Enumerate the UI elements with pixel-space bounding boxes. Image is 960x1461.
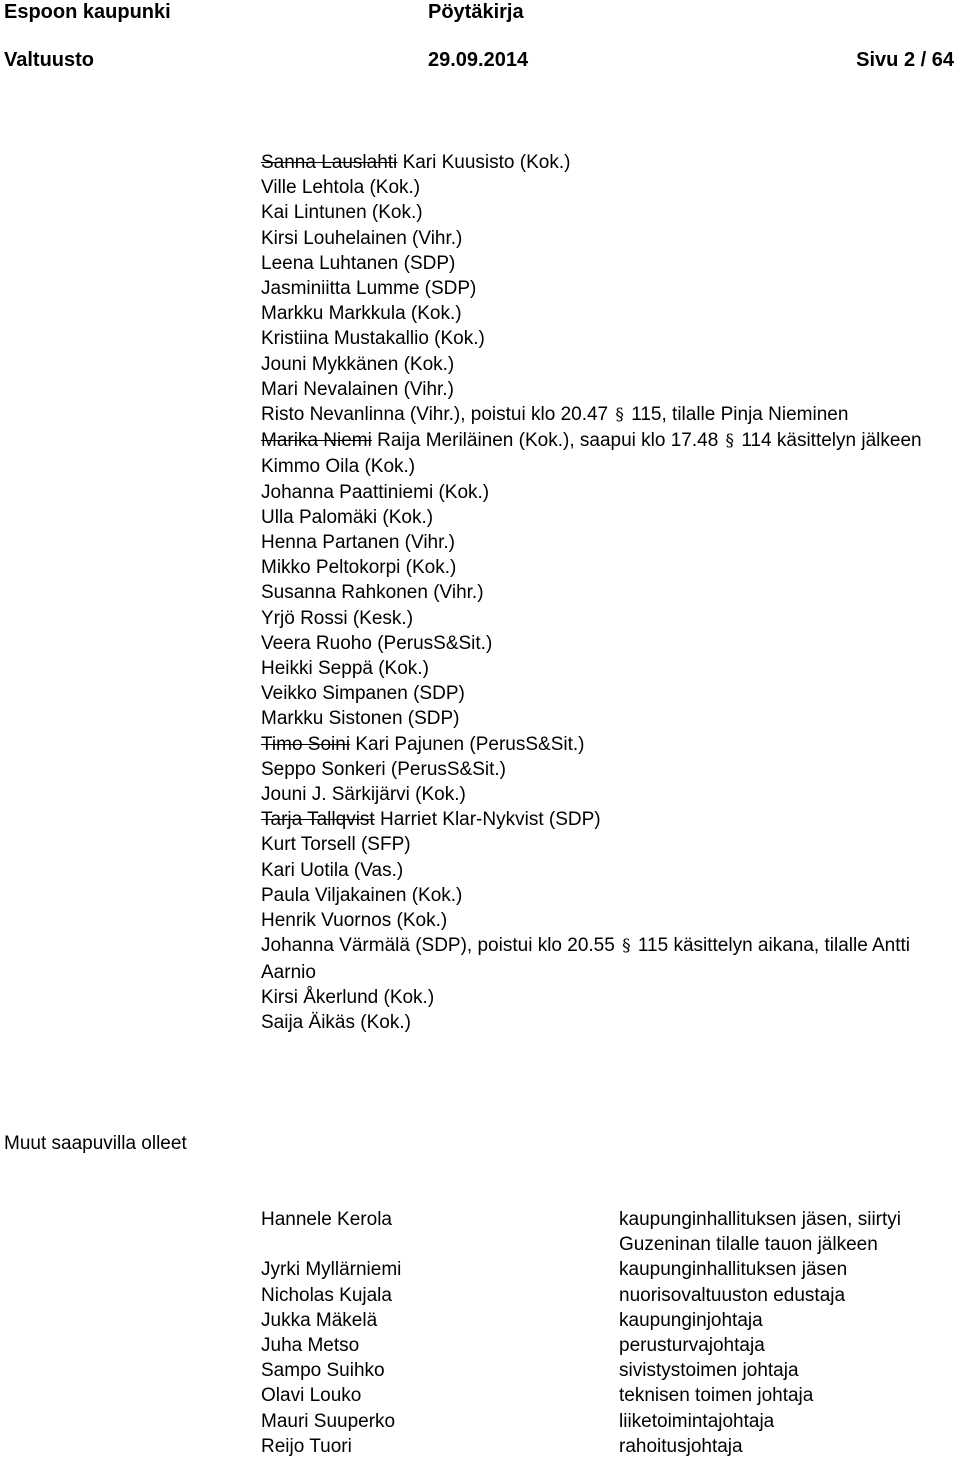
attendee-line (261, 200, 960, 225)
attendance-note: 115, tilalle Pinja Nieminen (631, 404, 849, 426)
attendee-line (261, 606, 960, 631)
attendee-line (261, 832, 960, 857)
attendee-line (261, 301, 960, 326)
attendee-name: Johanna Paattiniemi (Kok.) (261, 481, 490, 503)
person-role: perusturvajohtaja (619, 1335, 765, 1357)
attendee-name: Veera Ruoho (PerusS&Sit.) (261, 632, 493, 654)
attendee-name: Kimmo Oila (Kok.) (261, 456, 416, 478)
attendee-name: Mikko Peltokorpi (Kok.) (261, 557, 457, 579)
attendee-name: Heikki Seppä (Kok.) (261, 658, 429, 680)
person-name: Jyrki Myllärniemi (261, 1259, 402, 1281)
others-present-list (261, 1207, 960, 1459)
attendee-name: Jasminiitta Lumme (SDP) (261, 278, 477, 300)
attendance-note: 115 käsittelyn aikana, tilalle Antti Aarnio (261, 935, 911, 983)
attendee-line (261, 377, 960, 402)
attendee-line (261, 428, 960, 454)
attendee-line (261, 732, 960, 757)
attendee-name: Paula Viljakainen (Kok.) (261, 884, 463, 906)
meeting-body: Valtuusto (4, 49, 95, 71)
attendee-line (261, 454, 960, 479)
attendee-name: Susanna Rahkonen (Vihr.) (261, 582, 484, 604)
attendee-name: Kurt Torsell (SFP) (261, 834, 411, 856)
attendee-name: Raija Meriläinen (Kok.), saapui klo 17.48 (377, 430, 719, 452)
attendee-name: Kirsi Louhelainen (Vihr.) (261, 227, 463, 249)
attendee-name: Kirsi Åkerlund (Kok.) (261, 986, 435, 1008)
others-present-row (261, 1358, 960, 1383)
attendee-line (261, 985, 960, 1010)
attendee-name: Kari Pajunen (PerusS&Sit.) (355, 733, 585, 755)
attendee-line (261, 276, 960, 301)
attendee-line (261, 933, 960, 984)
attendee-line (261, 326, 960, 351)
attendee-line (261, 1010, 960, 1035)
others-present-row (261, 1308, 960, 1333)
organization-name: Espoon kaupunki (4, 1, 171, 23)
attendee-line (261, 782, 960, 807)
person-name: Sampo Suihko (261, 1360, 385, 1382)
others-present-heading: Muut saapuvilla olleet (4, 1133, 187, 1154)
attendee-line (261, 883, 960, 908)
attendee-line (261, 681, 960, 706)
section-sign: § (725, 431, 735, 452)
attendee-line (261, 908, 960, 933)
attendee-line (261, 580, 960, 605)
attendee-name: Jouni J. Särkijärvi (Kok.) (261, 784, 466, 806)
attendee-name: Ulla Palomäki (Kok.) (261, 506, 434, 528)
person-role: nuorisovaltuuston edustaja (619, 1284, 846, 1306)
replaced-member-name: Timo Soini (261, 733, 351, 755)
attendee-list (261, 150, 960, 1035)
attendee-line (261, 706, 960, 731)
others-present-row (261, 1283, 960, 1308)
person-name: Reijo Tuori (261, 1435, 352, 1457)
attendee-line (261, 505, 960, 530)
attendee-line (261, 858, 960, 883)
others-present-row (261, 1409, 960, 1434)
attendee-line (261, 352, 960, 377)
attendee-line (261, 150, 960, 175)
person-role: liiketoimintajohtaja (619, 1410, 775, 1432)
attendee-name: Henrik Vuornos (Kok.) (261, 910, 448, 932)
attendee-line (261, 251, 960, 276)
attendee-name: Kari Kuusisto (Kok.) (402, 152, 571, 173)
attendee-line (261, 757, 960, 782)
meeting-date: 29.09.2014 (428, 49, 529, 71)
person-name: Juha Metso (261, 1335, 360, 1357)
attendee-name: Risto Nevanlinna (Vihr.), poistui klo 20.47 (261, 404, 609, 426)
attendance-note: 114 käsittelyn jälkeen (741, 430, 922, 452)
others-present-row (261, 1434, 960, 1459)
attendee-name: Veikko Simpanen (SDP) (261, 683, 465, 705)
attendee-name: Jouni Mykkänen (Kok.) (261, 353, 455, 375)
attendee-name: Henna Partanen (Vihr.) (261, 532, 455, 554)
attendee-line (261, 631, 960, 656)
attendee-line (261, 175, 960, 200)
replaced-member-name: Sanna Lauslahti (261, 152, 398, 173)
page-number: Sivu 2 / 64 (856, 49, 954, 71)
others-present-row (261, 1333, 960, 1358)
attendee-name: Kari Uotila (Vas.) (261, 859, 404, 881)
attendee-name: Markku Markkula (Kok.) (261, 303, 462, 325)
person-name: Hannele Kerola (261, 1209, 392, 1230)
attendee-name: Kristiina Mustakallio (Kok.) (261, 328, 485, 350)
attendee-name: Seppo Sonkeri (PerusS&Sit.) (261, 758, 507, 780)
section-sign: § (622, 936, 631, 957)
attendee-name: Johanna Värmälä (SDP), poistui klo 20.55 (261, 935, 615, 957)
attendee-name: Mari Nevalainen (Vihr.) (261, 378, 454, 400)
attendee-line (261, 226, 960, 251)
attendee-line (261, 807, 960, 832)
person-role: kaupunginhallituksen jäsen (619, 1259, 848, 1281)
others-present-row (261, 1257, 960, 1282)
person-role: kaupunginhallituksen jäsen, siirtyi Guzeninan tilalle tauon jälkeen (619, 1209, 901, 1256)
attendee-line (261, 555, 960, 580)
person-name: Mauri Suuperko (261, 1410, 396, 1432)
attendee-name: Kai Lintunen (Kok.) (261, 202, 423, 224)
others-present-row (261, 1207, 960, 1257)
attendee-name: Ville Lehtola (Kok.) (261, 177, 421, 199)
section-sign: § (615, 405, 624, 426)
person-name: Jukka Mäkelä (261, 1309, 378, 1331)
person-name: Olavi Louko (261, 1385, 362, 1407)
attendee-line (261, 656, 960, 681)
attendee-line (261, 402, 960, 428)
person-role: rahoitusjohtaja (619, 1435, 743, 1457)
replaced-member-name: Marika Niemi (261, 430, 372, 452)
attendee-name: Leena Luhtanen (SDP) (261, 252, 456, 274)
document-type: Pöytäkirja (428, 1, 524, 23)
person-role: kaupunginjohtaja (619, 1309, 763, 1331)
attendee-name: Yrjö Rossi (Kesk.) (261, 607, 414, 629)
attendee-name: Saija Äikäs (Kok.) (261, 1011, 411, 1033)
attendee-line (261, 530, 960, 555)
attendee-name: Harriet Klar-Nykvist (SDP) (379, 809, 601, 831)
person-role: sivistystoimen johtaja (619, 1360, 799, 1382)
person-role: teknisen toimen johtaja (619, 1385, 814, 1407)
attendee-name: Markku Sistonen (SDP) (261, 708, 460, 730)
attendee-line (261, 480, 960, 505)
others-present-row (261, 1383, 960, 1408)
person-name: Nicholas Kujala (261, 1284, 392, 1306)
replaced-member-name: Tarja Tallqvist (261, 809, 375, 831)
